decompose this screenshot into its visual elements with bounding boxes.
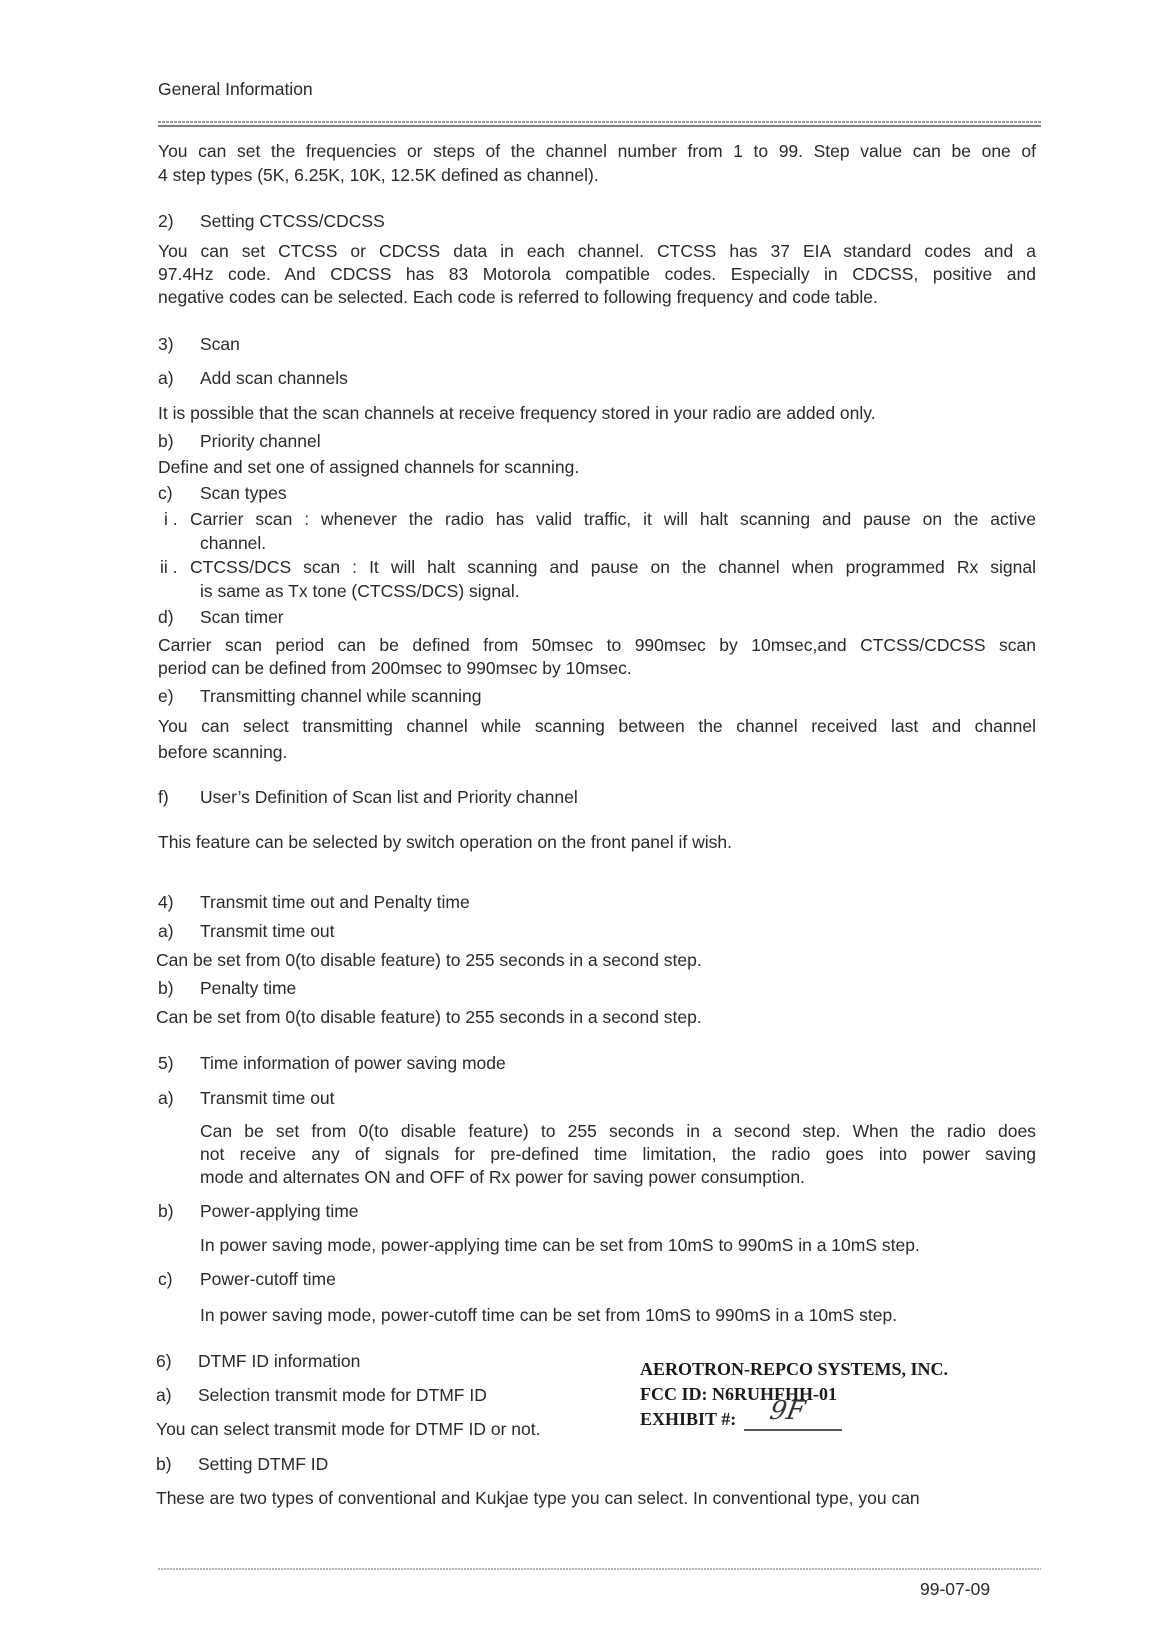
subsection-heading: Priority channel — [200, 431, 321, 451]
body-line: not receive any of signals for pre-defined time limitation, the radio goes into power saving — [200, 1144, 1036, 1164]
subsection-heading: Transmit time out — [200, 1088, 335, 1108]
body-line: Define and set one of assigned channels for scanning. — [158, 457, 580, 477]
body-line: Carrier scan period can be defined from 50msec to 990msec by 10msec,and CTCSS/CDCSS scan — [158, 635, 1036, 655]
list-roman-numeral: ii . — [160, 557, 178, 577]
subsection-letter: e) — [158, 686, 174, 706]
list-roman-numeral: i . — [164, 509, 178, 529]
subsection-letter: b) — [158, 1201, 174, 1221]
subsection-letter: c) — [158, 1269, 173, 1289]
section-number: 2) — [158, 211, 174, 231]
section-heading: DTMF ID information — [198, 1351, 361, 1371]
subsection-heading: Power-applying time — [200, 1201, 359, 1221]
body-line: negative codes can be selected. Each code is referred to following frequency and code table. — [158, 287, 878, 307]
stamp-exhibit-label: EXHIBIT #: — [640, 1409, 737, 1429]
section-heading: Time information of power saving mode — [200, 1053, 506, 1073]
subsection-heading: User’s Definition of Scan list and Priority channel — [200, 787, 578, 807]
subsection-heading: Scan timer — [200, 607, 284, 627]
stamp-company: AEROTRON-REPCO SYSTEMS, INC. — [640, 1359, 949, 1379]
section-heading: Setting CTCSS/CDCSS — [200, 211, 385, 231]
section-heading: Transmit time out and Penalty time — [200, 892, 470, 912]
subsection-letter: b) — [158, 431, 174, 451]
section-number: 4) — [158, 892, 174, 912]
body-line: You can select transmitting channel while scanning between the channel received last and channel — [158, 716, 1036, 736]
body-line: This feature can be selected by switch operation on the front panel if wish. — [158, 832, 732, 852]
body-line: In power saving mode, power-applying time can be set from 10mS to 990mS in a 10mS step. — [200, 1235, 920, 1255]
subsection-letter: a) — [156, 1385, 172, 1405]
subsection-letter: b) — [158, 978, 174, 998]
subsection-letter: f) — [158, 787, 169, 807]
footer-date: 99-07-09 — [920, 1579, 991, 1599]
body-line: CTCSS/DCS scan : It will halt scanning and pause on the channel when programmed Rx signal — [190, 557, 1036, 577]
subsection-heading: Add scan channels — [200, 368, 348, 388]
section-number: 5) — [158, 1053, 174, 1073]
subsection-heading: Setting DTMF ID — [198, 1454, 329, 1474]
body-line: Can be set from 0(to disable feature) to 255 seconds in a second step. — [156, 1007, 702, 1027]
subsection-heading: Power-cutoff time — [200, 1269, 336, 1289]
body-line: It is possible that the scan channels at receive frequency stored in your radio are added only. — [158, 403, 876, 423]
section-number: 3) — [158, 334, 174, 354]
body-line: You can select transmit mode for DTMF ID or not. — [156, 1419, 541, 1439]
subsection-letter: a) — [158, 921, 174, 941]
exhibit-underline — [744, 1425, 844, 1435]
body-line: channel. — [200, 533, 267, 553]
body-line: These are two types of conventional and Kukjae type you can select. In conventional type, you can — [156, 1488, 920, 1508]
body-line: In power saving mode, power-cutoff time can be set from 10mS to 990mS in a 10mS step. — [200, 1305, 898, 1325]
body-line: mode and alternates ON and OFF of Rx power for saving power consumption. — [200, 1167, 806, 1187]
header-rule — [158, 120, 1041, 130]
subsection-letter: a) — [158, 368, 174, 388]
section-heading: Scan — [200, 334, 240, 354]
subsection-heading: Penalty time — [200, 978, 297, 998]
stamp-fcc-id: FCC ID: N6RUHFHH-01 — [640, 1384, 837, 1404]
subsection-heading: Transmitting channel while scanning — [200, 686, 482, 706]
body-line: Carrier scan : whenever the radio has valid traffic, it will halt scanning and pause on the active — [190, 509, 1036, 529]
exhibit-handwritten-value: 9F — [767, 1396, 808, 1426]
page-header-title: General Information — [158, 79, 313, 99]
intro-line: 4 step types (5K, 6.25K, 10K, 12.5K defined as channel). — [158, 165, 599, 185]
footer-rule — [158, 1566, 1041, 1572]
subsection-heading: Transmit time out — [200, 921, 335, 941]
body-line: is same as Tx tone (CTCSS/DCS) signal. — [200, 581, 520, 601]
subsection-letter: d) — [158, 607, 174, 627]
body-line: You can set CTCSS or CDCSS data in each channel. CTCSS has 37 EIA standard codes and a — [158, 241, 1036, 261]
body-line: before scanning. — [158, 742, 288, 762]
subsection-letter: a) — [158, 1088, 174, 1108]
body-line: period can be defined from 200msec to 990msec by 10msec. — [158, 658, 632, 678]
body-line: Can be set from 0(to disable feature) to 255 seconds in a second step. When the radio does — [200, 1121, 1036, 1141]
subsection-letter: b) — [156, 1454, 172, 1474]
subsection-heading: Scan types — [200, 483, 287, 503]
body-line: Can be set from 0(to disable feature) to 255 seconds in a second step. — [156, 950, 702, 970]
body-line: 97.4Hz code. And CDCSS has 83 Motorola compatible codes. Especially in CDCSS, positive and — [158, 264, 1036, 284]
section-number: 6) — [156, 1351, 172, 1371]
intro-line: You can set the frequencies or steps of the channel number from 1 to 99. Step value can be one of — [158, 141, 1036, 161]
subsection-heading: Selection transmit mode for DTMF ID — [198, 1385, 487, 1405]
subsection-letter: c) — [158, 483, 173, 503]
